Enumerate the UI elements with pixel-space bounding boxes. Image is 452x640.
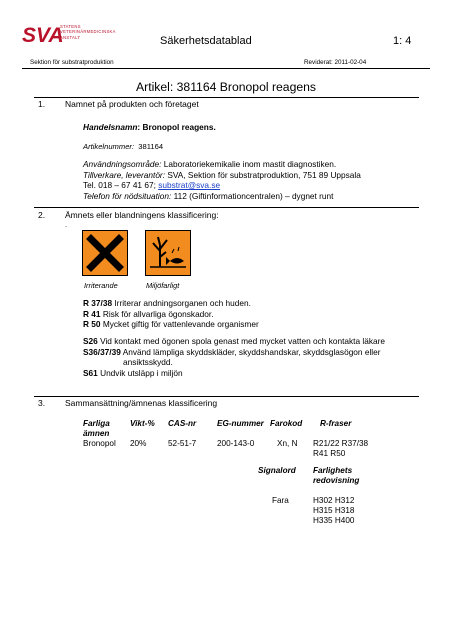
pictogram-caption: Miljöfarligt (146, 281, 180, 290)
environment-pictogram (145, 230, 191, 276)
table-header: EG-nummer (217, 419, 264, 428)
manufacturer: SVA, Sektion för substratproduktion, 751 89 Uppsala (167, 169, 361, 180)
table-header: Vikt-% (130, 419, 155, 428)
manufacturer-label: Tillverkare, leverantör: (83, 169, 166, 180)
section-title: Namnet på produkten och företaget (65, 99, 199, 109)
s-phrase-code: S26 (83, 336, 98, 346)
trade-name: Bronopol reagens. (142, 122, 216, 132)
section-title: Sammansättning/ämnenas klassificering (65, 398, 218, 408)
usage-label: Användningsområde: (83, 159, 162, 169)
section-dot: . (65, 220, 68, 229)
usage-line (83, 159, 423, 170)
table-cell: H302 H312 (313, 496, 355, 505)
table-header: Farliga ämnen (83, 419, 110, 438)
table-header: R-fraser (320, 419, 352, 428)
table-cell: Fara (272, 496, 289, 505)
r-phrases (83, 298, 428, 330)
logo-line: VETERINÄRMEDICINSKA (60, 29, 116, 35)
r-phrase-code: R 41 (83, 308, 101, 319)
emergency: 112 (Giftinformationcentralen) – dygnet runt (173, 190, 334, 201)
table-cell: 20% (130, 439, 147, 448)
emergency-line (83, 191, 423, 202)
section-title: Ämnets eller blandningens klassificering: (65, 210, 219, 220)
revised-date: Reviderat: 2011-02-04 (304, 59, 367, 66)
s-phrase-text: Använd lämpliga skyddskläder, skyddshandskar, skyddsglasögon eller (122, 346, 381, 357)
manufacturer-line (83, 170, 423, 181)
s-phrase-code: S36/37/39 (83, 346, 121, 357)
sva-logo-icon (22, 23, 64, 47)
table-header: Farlighets redovisning (313, 466, 360, 485)
r-phrase-code: R 50 (83, 319, 101, 329)
r-phrase (83, 309, 428, 320)
s-phrase-code: S61 (83, 367, 98, 378)
s-phrase-continuation: ansiktsskydd. (123, 357, 173, 367)
header-divider (22, 68, 430, 69)
trade-name-label: Handelsnamn (83, 122, 138, 132)
sva-logo-letters: SVA (22, 24, 64, 47)
section-label: Sektion för substratproduktion (30, 59, 114, 66)
email-link[interactable]: substrat@sva.se (158, 180, 221, 190)
usage: Laboratoriekemikalie inom mastit diagnostiken. (163, 159, 337, 169)
table-cell: 52-51-7 (168, 439, 197, 448)
pictogram-caption: Irriterande (84, 281, 118, 290)
r-phrase (83, 319, 428, 330)
contact-line (83, 180, 423, 191)
cross-icon (83, 231, 127, 275)
table-cell: Xn, N (277, 439, 298, 448)
r-phrase-text: Mycket giftig för vattenlevande organismer (102, 319, 259, 329)
table-header: CAS-nr (168, 419, 197, 428)
r-phrase-text: Irriterar andningsorganen och huden. (114, 298, 251, 308)
s-phrase-text: Vid kontakt med ögonen spola genast med mycket vatten och kontakta läkare (100, 336, 385, 346)
table-cell: H335 H400 (313, 516, 355, 525)
trade-name-line: Handelsnamn: Bronopol reagens. (83, 122, 216, 132)
emergency-label: Telefon för nödsituation: (83, 190, 172, 201)
s-phrase (83, 347, 428, 358)
article-number-line (83, 142, 163, 151)
article-number-label: Artikelnummer: (83, 142, 135, 151)
dead-tree-fish-icon (146, 231, 190, 275)
r-phrase-text: Risk för allvarliga ögonskador. (102, 308, 214, 319)
supplier-block (83, 159, 423, 201)
logo-line: STATENS (60, 24, 81, 29)
article-number: 381164 (138, 142, 164, 151)
table-cell: Bronopol (83, 439, 116, 448)
phone: Tel. 018 – 67 41 67; (83, 180, 156, 190)
table-header: Farokod (270, 419, 303, 428)
r-phrase-code: R 37/38 (83, 298, 113, 308)
s-phrase-text: Undvik utsläpp i miljön (100, 367, 183, 378)
table-cell: H315 H318 (313, 506, 355, 515)
section-divider (34, 207, 419, 208)
article-title: Artikel: 381164 Bronopol reagens (136, 80, 316, 94)
table-cell: R21/22 R37/38 (313, 439, 369, 448)
section-divider (34, 396, 419, 397)
section-divider (34, 97, 419, 98)
section-number: 2. (38, 210, 46, 220)
table-cell: R41 R50 (313, 449, 346, 458)
section-number: 3. (38, 398, 46, 408)
logo-agency-name (60, 24, 116, 40)
document-title: Säkerhetsdatablad (160, 35, 252, 47)
table-header: Signalord (258, 466, 296, 475)
section-number: 1. (38, 99, 46, 109)
page-number: 1: 4 (393, 35, 412, 47)
irritant-pictogram (82, 230, 128, 276)
s-phrase (83, 336, 428, 347)
s-phrases (83, 336, 428, 378)
logo-line: ANSTALT (60, 34, 81, 40)
r-phrase (83, 298, 428, 309)
s-phrase (83, 368, 428, 379)
table-cell: 200-143-0 (217, 439, 255, 448)
